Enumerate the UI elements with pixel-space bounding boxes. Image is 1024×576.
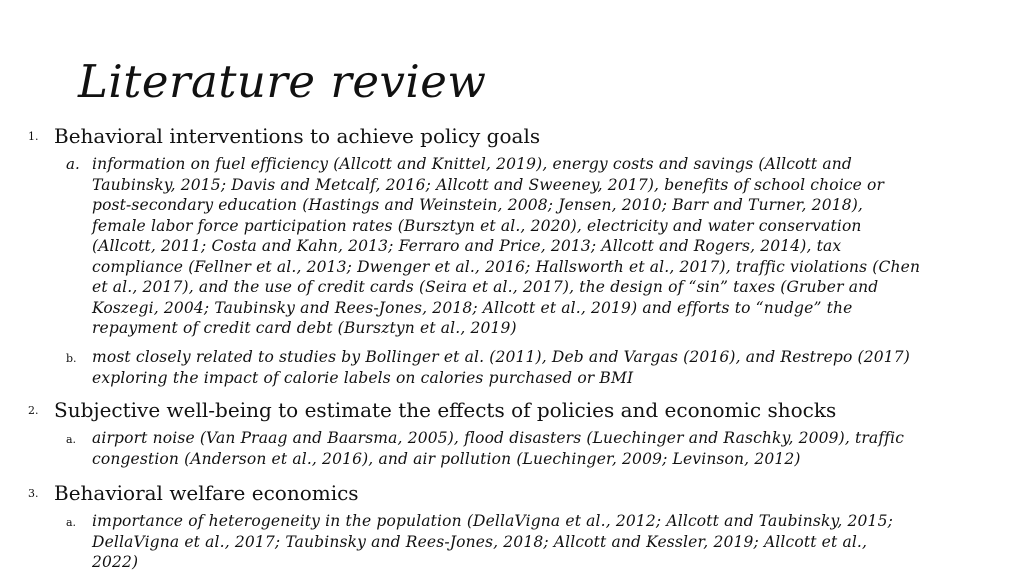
text-line: 2022)	[92, 553, 139, 571]
text-line: (Allcott, 2011; Costa and Kahn, 2013; Ferraro and Price, 2013; Allcott and Rogers, 2014), tax	[92, 237, 842, 255]
item-title: Behavioral welfare economics	[54, 481, 359, 505]
text-line: Koszegi, 2004; Taubinsky and Rees-Jones, 2018; Allcott et al., 2019) and efforts to “nudge” the	[92, 298, 853, 317]
item-number: 3.	[28, 487, 39, 500]
text-line: information on fuel efficiency (Allcott and Knittel, 2019), energy costs and savings (Allcott and	[92, 155, 852, 173]
text-line: most closely related to studies by Bollinger et al. (2011), Deb and Vargas (2016), and Restrepo (2017)	[92, 348, 910, 366]
text-line: female labor force participation rates (Bursztyn et al., 2020), electricity and water conservation	[92, 216, 862, 235]
text-line: compliance (Fellner et al., 2013; Dwenger et al., 2016; Hallsworth et al., 2017), traffic violations (Chen	[92, 257, 921, 276]
text-line: airport noise (Van Praag and Baarsma, 2005), flood disasters (Luechinger and Raschky, 2009), traffic	[92, 429, 905, 447]
text-line: exploring the impact of calorie labels on calories purchased or BMI	[92, 368, 634, 387]
item-title: Behavioral interventions to achieve policy goals	[54, 124, 541, 148]
slide-title: Literature review	[78, 55, 487, 108]
item-title: Subjective well-being to estimate the effects of policies and economic shocks	[54, 398, 837, 422]
item-number: 1.	[28, 130, 39, 143]
text-line: post-secondary education (Hastings and Weinstein, 2008; Jensen, 2010; Barr and Turner, 2018),	[92, 196, 864, 214]
sub-item-text	[92, 347, 1007, 388]
text-line: Taubinsky, 2015; Davis and Metcalf, 2016; Allcott and Sweeney, 2017), benefits of school choice or	[92, 175, 885, 194]
text-line: importance of heterogeneity in the population (DellaVigna et al., 2012; Allcott and Taubinsky, 2015;	[92, 512, 893, 530]
item-number: 2.	[28, 404, 39, 417]
sub-item-text	[92, 154, 1007, 339]
text-line: DellaVigna et al., 2017; Taubinsky and Rees-Jones, 2018; Allcott and Kessler, 2019; Allcott et al.,	[92, 532, 868, 551]
sub-letter: a.	[66, 516, 77, 529]
sub-letter: a.	[66, 433, 77, 446]
text-line: et al., 2017), and the use of credit cards (Seira et al., 2017), the design of “sin” taxes (Gruber and	[92, 278, 879, 296]
sub-letter: a.	[66, 155, 80, 173]
sub-item-text	[92, 428, 1007, 469]
text-line: congestion (Anderson et al., 2016), and air pollution (Luechinger, 2009; Levinson, 2012)	[92, 449, 801, 468]
sub-letter: b.	[66, 352, 77, 365]
text-line: repayment of credit card debt (Bursztyn et al., 2019)	[92, 319, 517, 337]
sub-item-text	[92, 511, 1007, 573]
